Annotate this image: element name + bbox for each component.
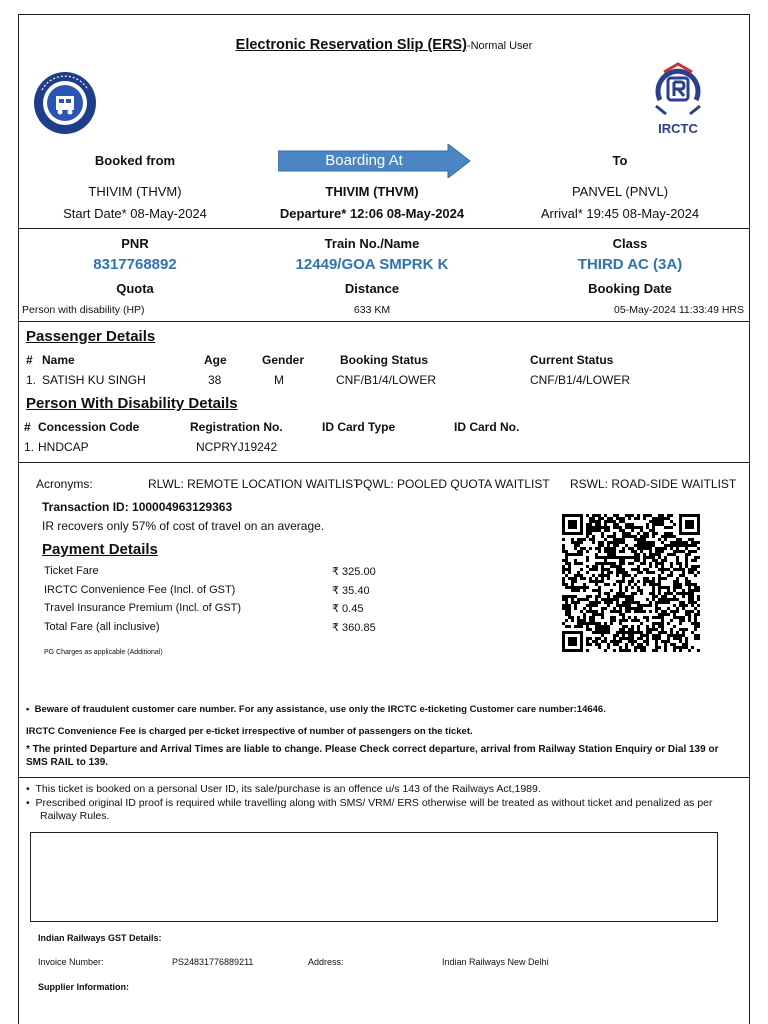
pg-charges-note: PG Charges as applicable (Additional) xyxy=(44,649,163,656)
address-value: Indian Railways New Delhi xyxy=(442,957,549,967)
distance-value: 633 KM xyxy=(353,304,391,316)
passenger-col-name: Name xyxy=(42,353,75,367)
notice-convenience-fee: IRCTC Convenience Fee is charged per e-ticket irrespective of number of passengers on the ticket. xyxy=(26,726,473,737)
disability-code: HNDCAP xyxy=(38,440,89,454)
notice-fraud-text: Beware of fraudulent customer care number. For any assistance, use only the IRCTC e-ticketing Customer care number:14646. xyxy=(34,704,606,715)
disability-col-reg: Registration No. xyxy=(190,420,283,434)
booking-date-value: 05-May-2024 11:33:49 HRS xyxy=(614,304,744,316)
class-value: THIRD AC (3A) xyxy=(577,256,683,273)
boarding-station: THIVIM (THVM) xyxy=(325,184,419,199)
passenger-col-age: Age xyxy=(204,353,227,367)
booked-from-label: Booked from xyxy=(94,153,176,168)
irctc-logo-text: IRCTC xyxy=(658,121,698,136)
notice-fraud: • Beware of fraudulent customer care number. For any assistance, use only the IRCTC e-ticketing Customer care number:14646. xyxy=(26,704,606,715)
notice-personal-id: • This ticket is booked on a personal User ID, its sale/purchase is an offence u/s 143 of the Railways Act,1989. xyxy=(26,783,541,795)
invoice-number: PS24831776889211 xyxy=(172,957,254,967)
class-label: Class xyxy=(612,236,648,251)
disability-col-id-no: ID Card No. xyxy=(454,420,520,434)
disability-num: 1. xyxy=(24,440,35,454)
disability-col-num: # xyxy=(24,420,31,434)
passenger-col-gender: Gender xyxy=(262,353,305,367)
start-date: Start Date* 08-May-2024 xyxy=(63,206,207,221)
disability-details-title: Person With Disability Details xyxy=(26,395,238,412)
payment-label: Travel Insurance Premium (Incl. of GST) xyxy=(44,602,242,614)
to-station: PANVEL (PNVL) xyxy=(571,184,669,199)
from-station: THIVIM (THVM) xyxy=(88,184,182,199)
qr-code-icon xyxy=(562,514,700,652)
notice-personal-id-text: This ticket is booked on a personal User ID, its sale/purchase is an offence u/s 143 of the Railways Act,1989. xyxy=(35,783,541,795)
notice-id-proof: • Prescribed original ID proof is required while travelling along with SMS/ VRM/ ERS otherwise will be treated as without ticket and penalized as per Railway Rules. xyxy=(26,797,713,822)
acronym-rswl: RSWL: ROAD-SIDE WAITLIST xyxy=(570,477,737,491)
payment-value: ₹ 0.45 xyxy=(332,603,364,615)
payment-value: ₹ 360.85 xyxy=(332,622,376,634)
gst-title: Indian Railways GST Details: xyxy=(38,933,162,943)
address-label: Address: xyxy=(308,957,344,967)
page-title xyxy=(0,36,768,53)
passenger-details-title: Passenger Details xyxy=(26,328,156,345)
title-suffix: -Normal User xyxy=(466,40,533,52)
transaction-id: Transaction ID: 100004963129363 xyxy=(42,500,233,514)
acronyms-label: Acronyms: xyxy=(36,477,93,491)
pnr-label: PNR xyxy=(121,236,149,251)
acronym-pqwl: PQWL: POOLED QUOTA WAITLIST xyxy=(355,477,550,491)
arrival-time: Arrival* 19:45 08-May-2024 xyxy=(540,206,700,221)
passenger-name: SATISH KU SINGH xyxy=(42,373,146,387)
train-label: Train No./Name xyxy=(324,236,420,251)
passenger-booking-status: CNF/B1/4/LOWER xyxy=(336,373,437,387)
acronym-rlwl: RLWL: REMOTE LOCATION WAITLIST xyxy=(148,477,361,491)
booking-date-label: Booking Date xyxy=(588,281,672,296)
cost-recovery-note: IR recovers only 57% of cost of travel on an average. xyxy=(42,519,325,533)
passenger-gender: M xyxy=(274,373,284,387)
train-value: 12449/GOA SMPRK K xyxy=(295,256,449,273)
to-label: To xyxy=(612,153,628,168)
advertisement-box xyxy=(30,832,718,922)
notice-id-proof-text: Prescribed original ID proof is required while travelling along with SMS/ VRM/ ERS otherwise will be treated as without ticket and penalized as per Railway Rules. xyxy=(35,797,713,822)
passenger-col-current-status: Current Status xyxy=(530,353,614,367)
departure-time: Departure* 12:06 08-May-2024 xyxy=(279,206,465,221)
payment-label: Total Fare (all inclusive) xyxy=(44,621,160,633)
disability-reg: NCPRYJ19242 xyxy=(196,440,278,454)
payment-label: Ticket Fare xyxy=(44,565,99,577)
divider xyxy=(19,462,749,463)
payment-details-title: Payment Details xyxy=(42,541,158,558)
divider xyxy=(19,777,749,778)
payment-value: ₹ 325.00 xyxy=(332,566,376,578)
passenger-num: 1. xyxy=(26,373,37,387)
payment-value: ₹ 35.40 xyxy=(332,585,370,597)
pnr-value: 8317768892 xyxy=(93,256,177,273)
disability-col-id-type: ID Card Type xyxy=(322,420,396,434)
distance-label: Distance xyxy=(344,281,400,296)
notice-times-text: The printed Departure and Arrival Times are liable to change. Please Check correct departure, arrival from Railway Station Enquiry or Dial 139 or SMS RAIL to 139. xyxy=(26,744,719,768)
quota-value: Person with disability (HP) xyxy=(22,304,145,316)
quota-label: Quota xyxy=(116,281,154,296)
indian-railways-logo-icon xyxy=(32,70,98,136)
title-main: Electronic Reservation Slip (ERS) xyxy=(235,37,467,53)
supplier-info-label: Supplier Information: xyxy=(38,982,129,992)
boarding-at-label: Boarding At xyxy=(325,152,403,169)
disability-col-code: Concession Code xyxy=(38,420,140,434)
irctc-logo-icon xyxy=(646,62,710,136)
notice-times: * The printed Departure and Arrival Times are liable to change. Please Check correct departure, arrival from Railway Station Enquiry or Dial 139 or SMS RAIL to 139. xyxy=(26,744,719,768)
passenger-current-status: CNF/B1/4/LOWER xyxy=(530,373,631,387)
boarding-arrow xyxy=(278,144,470,178)
payment-label: IRCTC Convenience Fee (Incl. of GST) xyxy=(44,584,236,596)
passenger-col-num: # xyxy=(26,353,33,367)
passenger-age: 38 xyxy=(208,373,222,387)
divider xyxy=(19,321,749,322)
divider xyxy=(19,228,749,229)
passenger-col-booking-status: Booking Status xyxy=(340,353,429,367)
invoice-label: Invoice Number: xyxy=(38,957,104,967)
